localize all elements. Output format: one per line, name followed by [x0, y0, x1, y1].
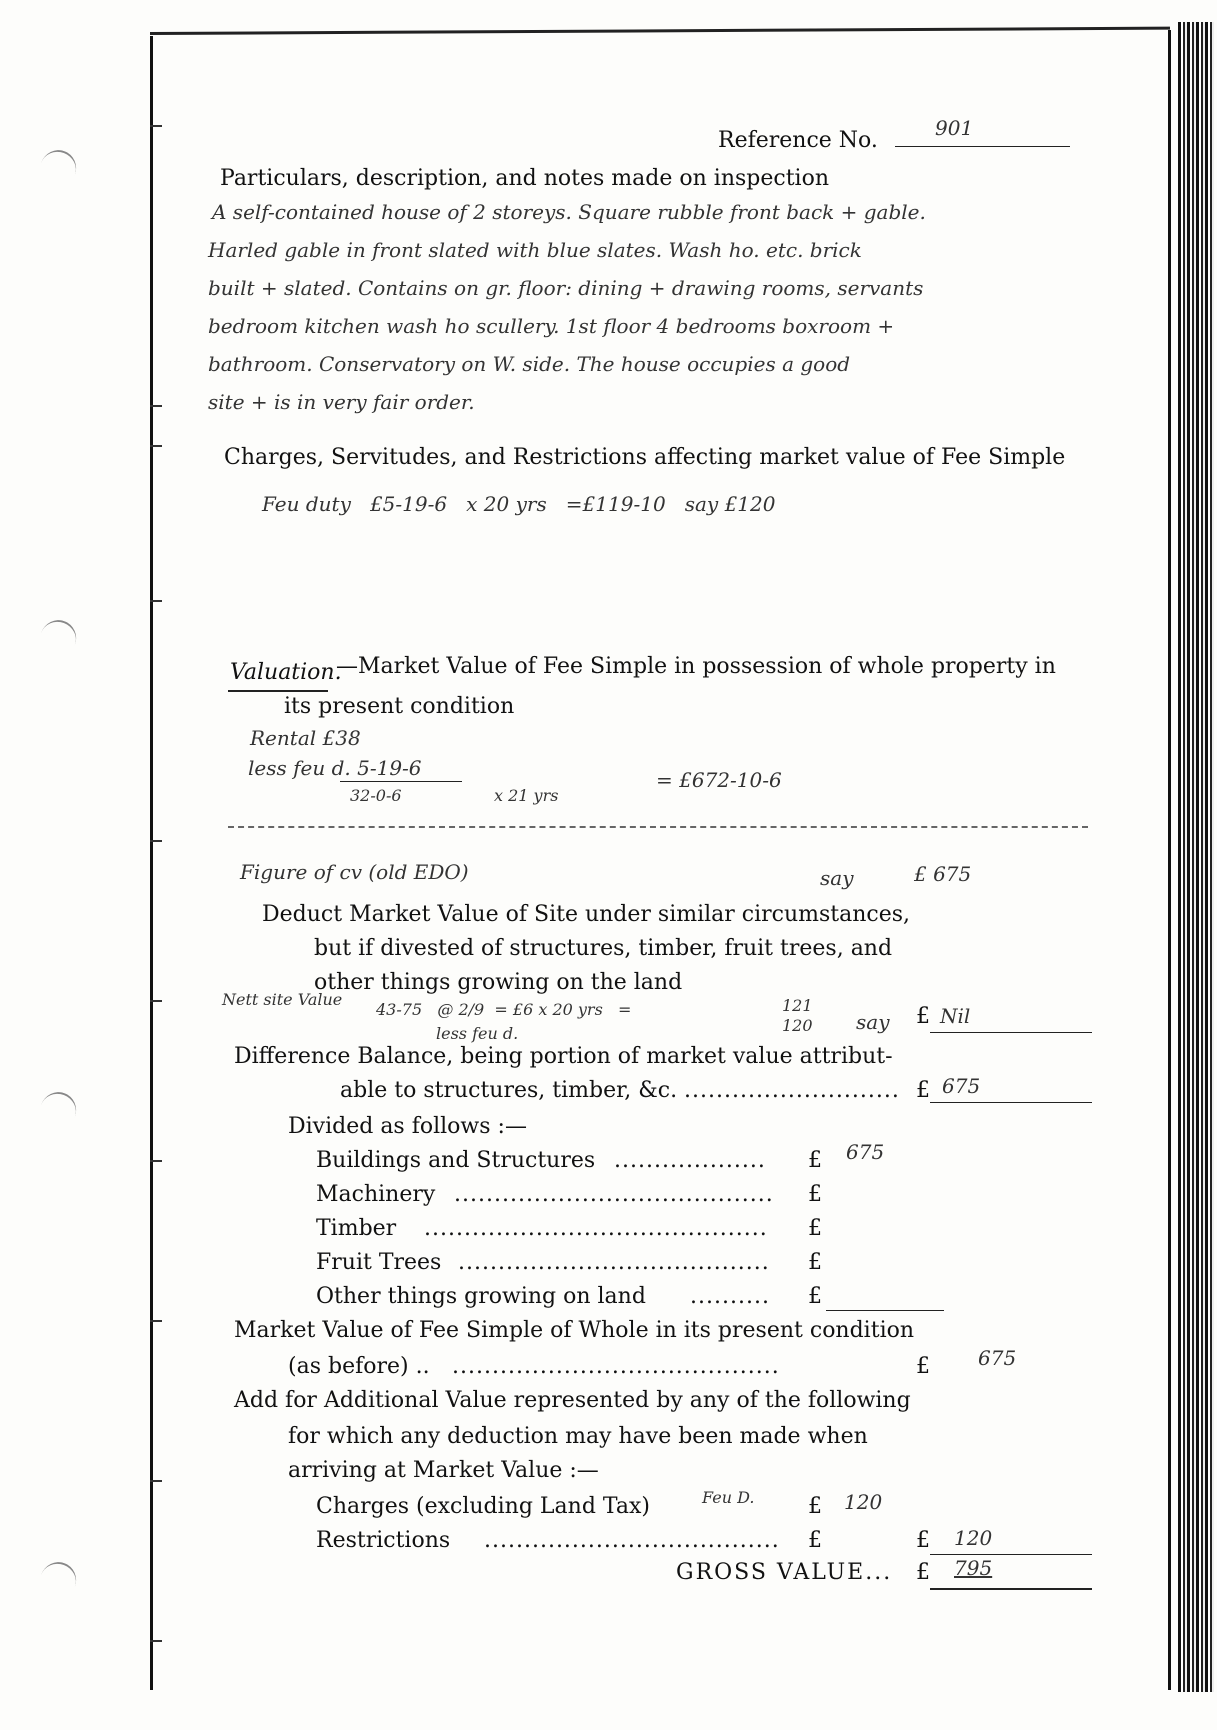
sheet-right-edge — [1168, 30, 1171, 1690]
market-value-line: (as before) .. — [288, 1354, 430, 1379]
site-rule — [930, 1032, 1092, 1033]
restrictions-pound: £ — [808, 1528, 822, 1553]
figure-amount: £ 675 — [914, 862, 972, 886]
margin-tick — [150, 600, 162, 602]
division-label: Other things growing on land — [316, 1284, 646, 1309]
division-leader: ....................................... — [458, 1250, 770, 1275]
particulars-label: Particulars, description, and notes made on inspection — [220, 166, 829, 191]
division-pound: £ — [808, 1182, 822, 1207]
punch-hole — [35, 1557, 82, 1605]
market-value-value: 675 — [978, 1346, 1017, 1370]
valuation-label-2: its present condition — [284, 694, 515, 719]
site-less: less feu d. — [436, 1024, 519, 1043]
notes-line: bedroom kitchen wash ho scullery. 1st floor 4 bedrooms boxroom + — [208, 314, 895, 338]
division-leader: ........................................ — [454, 1182, 774, 1207]
margin-tick — [150, 1160, 162, 1162]
site-note: Nett site Value — [222, 990, 343, 1009]
site-say: say — [856, 1010, 890, 1034]
sheet-left-edge — [150, 36, 153, 1690]
rental-rule — [340, 781, 462, 782]
restrictions-total-value: 120 — [954, 1526, 993, 1550]
deduct-line: other things growing on the land — [314, 970, 683, 995]
gross-pound: £ — [916, 1560, 930, 1585]
add-line: Add for Additional Value represented by any of the following — [234, 1388, 911, 1413]
division-label: Machinery — [316, 1182, 436, 1207]
rental-mult: x 21 yrs — [494, 786, 559, 805]
reference-value: 901 — [935, 116, 974, 140]
charges-label: Charges, Servitudes, and Restrictions affecting market value of Fee Simple — [224, 445, 1066, 470]
division-label: Fruit Trees — [316, 1250, 442, 1275]
difference-pound: £ — [916, 1078, 930, 1103]
gross-rule — [930, 1588, 1092, 1590]
reference-label: Reference No. — [718, 128, 878, 153]
market-value-pound: £ — [916, 1354, 930, 1379]
deduct-line: Deduct Market Value of Site under similar circumstances, — [262, 902, 911, 927]
division-leader: ................... — [614, 1148, 766, 1173]
reference-rule — [895, 146, 1070, 147]
divided-label: Divided as follows :— — [288, 1114, 527, 1139]
division-pound: £ — [808, 1250, 822, 1275]
valuation-underline — [228, 690, 328, 692]
punch-hole — [35, 145, 82, 193]
notes-line: bathroom. Conservatory on W. side. The house occupies a good — [208, 352, 851, 376]
rental-result: = £672-10-6 — [656, 768, 782, 792]
notes-line: site + is in very fair order. — [208, 390, 475, 414]
division-leader: .......... — [690, 1284, 770, 1309]
add-line: for which any deduction may have been made when — [288, 1424, 868, 1449]
punch-hole — [35, 615, 82, 663]
division-label: Buildings and Structures — [316, 1148, 596, 1173]
site-calc: 43-75 @ 2/9 = £6 x 20 yrs = — [376, 1000, 632, 1019]
division-pound: £ — [808, 1284, 822, 1309]
difference-line: Difference Balance, being portion of market value attribut- — [234, 1044, 893, 1069]
margin-tick — [150, 1480, 162, 1482]
site-calc-result: 121 — [782, 996, 813, 1015]
restrictions-rule — [930, 1554, 1092, 1555]
gross-label: GROSS VALUE... — [676, 1560, 893, 1585]
charges-excl-pound: £ — [808, 1494, 822, 1519]
valuation-label: —Market Value of Fee Simple in possession of whole property in — [336, 654, 1056, 679]
margin-tick — [150, 1000, 162, 1002]
difference-rule — [930, 1102, 1092, 1103]
valuation-word: Valuation. — [230, 660, 342, 685]
division-value: 675 — [846, 1140, 885, 1164]
divider-rule — [228, 826, 1088, 828]
charges-excl-label: Charges (excluding Land Tax) — [316, 1494, 650, 1519]
punch-hole — [35, 1087, 82, 1135]
restrictions-label: Restrictions — [316, 1528, 451, 1553]
margin-tick — [150, 125, 162, 127]
rental-line: 32-0-6 — [350, 786, 402, 805]
division-pound: £ — [808, 1148, 822, 1173]
margin-tick — [150, 1320, 162, 1322]
margin-tick — [150, 1640, 162, 1642]
difference-value: 675 — [942, 1074, 981, 1098]
margin-tick — [150, 405, 162, 407]
rental-line: Rental £38 — [250, 726, 361, 750]
figure-note: Figure of cv (old EDO) — [240, 860, 469, 884]
site-value: Nil — [940, 1004, 971, 1028]
site-calc-result: 120 — [782, 1016, 813, 1035]
difference-leader: ........................... — [684, 1078, 900, 1103]
notes-line: Harled gable in front slated with blue slates. Wash ho. etc. brick — [208, 238, 862, 262]
rental-line: less feu d. 5-19-6 — [248, 756, 422, 780]
difference-line: able to structures, timber, &c. — [340, 1078, 678, 1103]
figure-say: say — [820, 866, 854, 890]
market-value-leader: ......................................... — [452, 1354, 780, 1379]
gross-value: 795 — [954, 1556, 993, 1580]
sheet-top-edge — [150, 27, 1170, 35]
deduct-line: but if divested of structures, timber, fruit trees, and — [314, 936, 893, 961]
add-line: arriving at Market Value :— — [288, 1458, 599, 1483]
margin-tick — [150, 445, 162, 447]
charges-excl-value: 120 — [844, 1490, 883, 1514]
charges-excl-note: Feu D. — [702, 1488, 755, 1507]
charges-note: Feu duty £5-19-6 x 20 yrs =£119-10 say £120 — [262, 492, 776, 516]
division-label: Timber — [316, 1216, 397, 1241]
site-pound: £ — [916, 1004, 930, 1029]
division-pound: £ — [808, 1216, 822, 1241]
restrictions-leader: ..................................... — [484, 1528, 780, 1553]
market-value-line: Market Value of Fee Simple of Whole in its present condition — [234, 1318, 915, 1343]
notes-line: built + slated. Contains on gr. floor: dining + drawing rooms, servants — [208, 276, 924, 300]
restrictions-total-pound: £ — [916, 1528, 930, 1553]
notes-line: A self-contained house of 2 storeys. Square rubble front back + gable. — [212, 200, 926, 224]
margin-tick — [150, 840, 162, 842]
division-leader: ........................................... — [424, 1216, 768, 1241]
division-total-rule — [826, 1310, 944, 1311]
book-binding — [1178, 22, 1214, 1692]
